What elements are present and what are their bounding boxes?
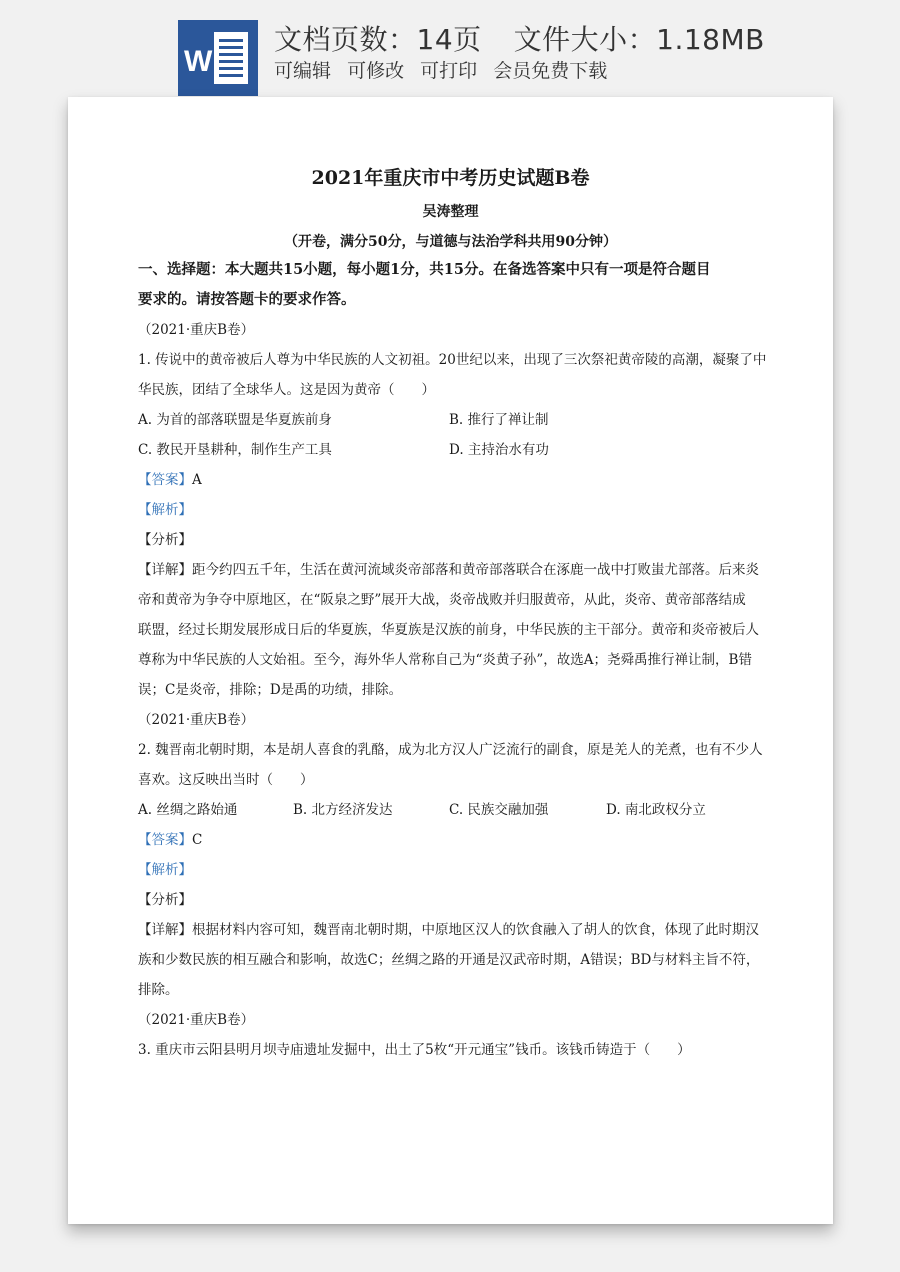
word-document-icon — [178, 20, 258, 96]
detail-line: 帝和黄帝为争夺中原地区，在“阪泉之野”展开大战，炎帝战败并归服黄帝，从此，炎帝、黄帝部落结成 — [138, 592, 746, 608]
answer-label: 【答案】 — [138, 832, 192, 848]
banner-file-stats — [274, 18, 765, 58]
option-a: A. 丝绸之路始通 — [138, 802, 238, 818]
option-b: B. 推行了禅让制 — [449, 412, 549, 428]
answer-value: C — [192, 832, 203, 848]
question-source: （2021·重庆B卷） — [138, 712, 255, 728]
option-b: B. 北方经济发达 — [293, 802, 393, 818]
detail-line: 误；C是炎帝，排除；D是禹的功绩，排除。 — [138, 682, 403, 698]
option-d: D. 主持治水有功 — [449, 442, 549, 458]
answer-line — [138, 831, 202, 849]
detail-label: 【详解】 — [138, 562, 192, 578]
detail-line: 排除。 — [138, 982, 179, 998]
detail-label: 【详解】 — [138, 922, 192, 938]
option-a: A. 为首的部落联盟是华夏族前身 — [138, 412, 332, 428]
document-subtitle: （开卷，满分50分，与道德与法治学科共用90分钟） — [284, 234, 617, 250]
feature-editable: 可编辑 — [274, 60, 332, 82]
detail-text: 距今约四五千年，生活在黄河流域炎帝部落和黄帝部落联合在涿鹿一战中打败蚩尤部落。后来炎 — [192, 562, 759, 578]
option-c: C. 教民开垦耕种，制作生产工具 — [138, 442, 332, 458]
document-author: 吴涛整理 — [422, 204, 479, 220]
banner-features — [274, 56, 617, 83]
answer-line — [138, 471, 202, 489]
fenxi-label: 【分析】 — [138, 532, 192, 548]
question-stem-line: 3. 重庆市云阳县明月坝寺庙遗址发掘中，出土了5枚“开元通宝”钱币。该钱币铸造于（ ） — [138, 1042, 691, 1058]
section-heading-line: 要求的。请按答题卡的要求作答。 — [138, 291, 356, 308]
feature-member-download: 会员免费下载 — [493, 60, 608, 82]
detail-text: 根据材料内容可知，魏晋南北朝时期，中原地区汉人的饮食融入了胡人的饮食，体现了此时期汉 — [192, 922, 759, 938]
section-heading-line: 一、选择题：本大题共15小题，每小题1分，共15分。在备选答案中只有一项是符合题目 — [138, 261, 711, 278]
document-info-banner — [0, 0, 900, 110]
file-size: 文件大小：1.18MB — [513, 23, 765, 56]
feature-modifiable: 可修改 — [347, 60, 405, 82]
jiexi-label: 【解析】 — [138, 502, 192, 518]
detail-line: 族和少数民族的相互融合和影响，故选C；丝绸之路的开通是汉武帝时期，A错误；BD与材料主旨不符， — [138, 952, 760, 968]
question-stem-line: 2. 魏晋南北朝时期，本是胡人喜食的乳酪，成为北方汉人广泛流行的副食，原是羌人的羌煮，也有不少人 — [138, 742, 763, 758]
jiexi-label: 【解析】 — [138, 862, 192, 878]
answer-value: A — [192, 472, 202, 488]
fenxi-label: 【分析】 — [138, 892, 192, 908]
question-source: （2021·重庆B卷） — [138, 322, 255, 338]
svg-text:W: W — [184, 45, 213, 78]
detail-line: 联盟，经过长期发展形成日后的华夏族，华夏族是汉族的前身，中华民族的主干部分。黄帝和炎帝被后人 — [138, 622, 759, 638]
question-stem-line: 喜欢。这反映出当时（ ） — [138, 772, 314, 788]
question-stem-line: 1. 传说中的黄帝被后人尊为中华民族的人文初祖。20世纪以来，出现了三次祭祀黄帝陵的高潮，凝聚了中 — [138, 352, 767, 368]
detail-line: 尊称为中华民族的人文始祖。至今，海外华人常称自己为“炎黄子孙”，故选A；尧舜禹推行禅让制，B错 — [138, 652, 752, 668]
option-c: C. 民族交融加强 — [449, 802, 549, 818]
document-title: 2021年重庆市中考历史试题B卷 — [311, 167, 590, 189]
question-source: （2021·重庆B卷） — [138, 1012, 255, 1028]
feature-printable: 可打印 — [420, 60, 478, 82]
answer-label: 【答案】 — [138, 472, 192, 488]
page-count: 文档页数：14页 — [274, 23, 482, 56]
detail-line — [138, 921, 759, 939]
detail-line — [138, 561, 759, 579]
option-d: D. 南北政权分立 — [606, 802, 706, 818]
question-stem-line: 华民族，团结了全球华人。这是因为黄帝（ ） — [138, 382, 435, 398]
